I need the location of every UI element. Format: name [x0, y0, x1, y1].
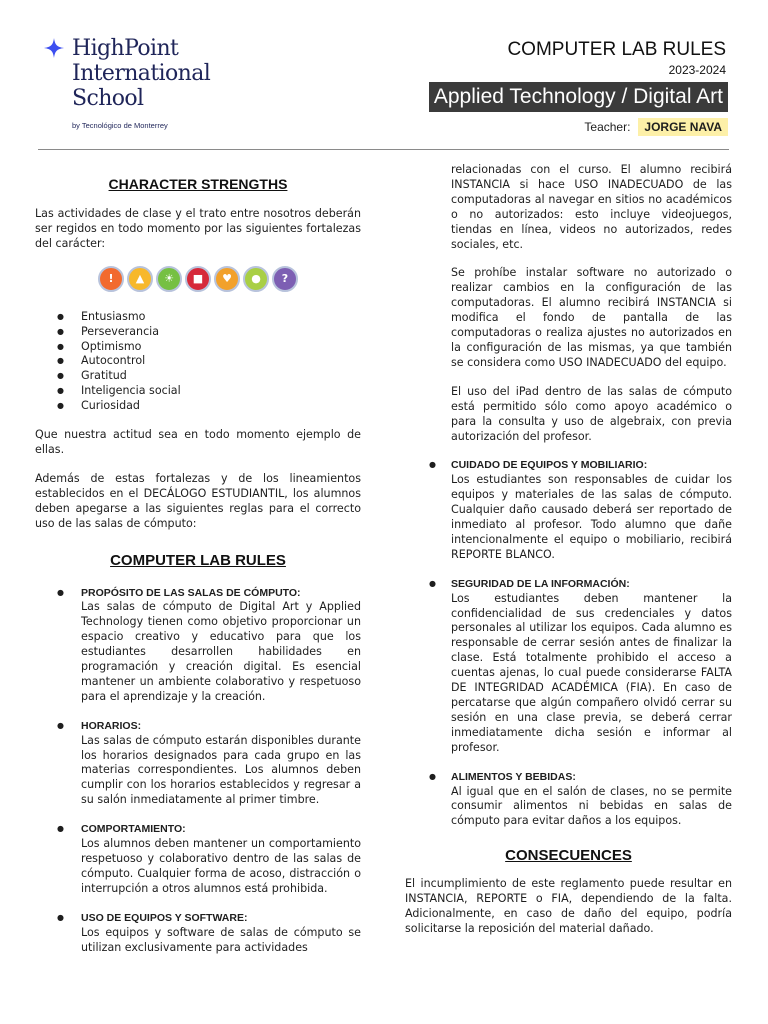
rule-item: [35, 822, 361, 897]
rule-text: Las salas de cómputo de Digital Art y Applied Technology tienen como objetivo proporcionar un espacio creativo y educativo para que los estudiantes desarrollen habilidades en programación y creación digital. Es esencial mantener un ambiente colaborativo y respetuoso para el aprendizaje y la creación.: [81, 600, 361, 703]
software-rule-continued: relacionadas con el curso. El alumno recibirá INSTANCIA si hace USO INADECUADO de las computadoras al navegar en sitios no académicos o no autorizados: esto incluye videojuegos, tiendas en línea, videos no autorizados, redes sociales, etc.: [451, 163, 732, 251]
list-item: ● Autocontrol: [35, 354, 361, 369]
software-install-rule: Se prohíbe instalar software no autorizado o realizar cambios en la configuración de las computadoras. El alumno recibirá INSTANCIA si modifica el fondo de pantalla de las computadoras o realiza ajustes no autorizados en la configuración de las mismas, ya que también se considera como USO INADECUADO del equipo.: [451, 266, 732, 369]
rule-heading: ● USO DE EQUIPOS Y SOFTWARE:: [81, 911, 248, 924]
school-year: 2023-2024: [668, 63, 726, 77]
rule-text: Las salas de cómputo estarán disponibles durante los horarios designados para cada grupo en las materias correspondientes. Los alumnos deben cumplir con los horarios establecidos y regresar a su salón inmediatamente al primer timbre.: [81, 733, 361, 807]
rule-heading: ● HORARIOS:: [81, 719, 142, 732]
character-strengths-title: CHARACTER STRENGTHS: [108, 176, 288, 192]
header-divider: [38, 149, 729, 150]
rules-list: [35, 586, 361, 956]
rule-text: Al igual que en el salón de clases, no se permite consumir alimentos ni bebidas en salas de cómputo para evitar daños a los equipos.: [451, 784, 732, 828]
rule-item: [405, 770, 732, 830]
school-byline: by Tecnológico de Monterrey: [72, 121, 168, 130]
subject-banner: Applied Technology / Digital Art: [429, 82, 728, 112]
character-intro: Las actividades de clase y el trato entre nosotros deberán ser regidos en todo momento por las siguientes fortalezas del carácter:: [35, 207, 361, 250]
teacher-label: Teacher:: [584, 120, 631, 134]
rule-item: [35, 586, 361, 705]
rule-heading: ● COMPORTAMIENTO:: [81, 823, 186, 836]
list-item: ● Curiosidad: [35, 399, 361, 414]
strength-badges: [35, 266, 361, 292]
rule-heading: ● PROPÓSITO DE LAS SALAS DE CÓMPUTO:: [81, 586, 301, 599]
rule-text: Los estudiantes deben mantener la confidencialidad de sus credenciales y datos personales al utilizar los equipos. Cada alumno es responsable de cerrar sesión antes de finalizar la clase. Está totalmente prohibido el acceso a cuentas ajenas, lo cual puede considerarse FALTA DE INTEGRIDAD ACADÉMICA (FIA). En caso de percatarse que algún compañero olvidó cerrar su sesión en una clase previa, se deberá cerrar inmediatamente dicha sesión e informar al profesor.: [451, 591, 732, 754]
rule-heading: ● ALIMENTOS Y BEBIDAS:: [451, 770, 576, 783]
consequences-title: CONSECUENCES: [505, 847, 632, 865]
right-column: [405, 163, 732, 937]
rule-item: [35, 719, 361, 808]
teacher-name: JORGE NAVA: [638, 118, 728, 136]
book-icon: ■: [185, 266, 211, 292]
character-closing: Que nuestra actitud sea en todo momento ejemplo de ellas.: [35, 428, 361, 456]
left-column: [35, 175, 361, 955]
sun-icon: ☀: [156, 266, 182, 292]
question-icon: ?: [272, 266, 298, 292]
rule-text: Los alumnos deben mantener un comportamiento respetuoso y colaborativo dentro de las salas de cómputo. Cualquier forma de acoso, distracción o interrupción a otros alumnos está prohibida.: [81, 837, 361, 895]
list-item: ● Entusiasmo: [35, 310, 361, 325]
exclamation-icon: !: [98, 266, 124, 292]
rule-item: [405, 577, 732, 756]
star-icon: [44, 38, 64, 58]
teacher-line: [584, 117, 728, 137]
computer-lab-rules-title: COMPUTER LAB RULES: [110, 551, 286, 569]
rule-item: [405, 458, 732, 562]
mountain-icon: ▲: [127, 266, 153, 292]
rule-heading: ● SEGURIDAD DE LA INFORMACIÓN:: [451, 577, 630, 590]
rules-list-continued: [405, 458, 732, 829]
rule-heading: ● CUIDADO DE EQUIPOS Y MOBILIARIO:: [451, 459, 648, 472]
list-item: ● Perseverancia: [35, 325, 361, 340]
list-item: ● Inteligencia social: [35, 384, 361, 399]
heart-icon: ♥: [214, 266, 240, 292]
list-item: ● Optimismo: [35, 340, 361, 355]
rule-text: Los estudiantes son responsables de cuidar los equipos y materiales de las salas de cómputo. Cualquier daño causado deberá ser reportado de inmediato al profesor. Todo alumno que dañe intencionalmente el equipo o mobiliario, recibirá REPORTE BLANCO.: [451, 473, 732, 561]
school-name: HighPoint International School: [72, 36, 211, 111]
ipad-rule: El uso del iPad dentro de las salas de cómputo está permitido sólo como apoyo académico o para la consulta y uso de algebraix, con previa autorización del profesor.: [451, 384, 732, 443]
rule-text: Los equipos y software de salas de cómputo se utilizan exclusivamente para actividades: [81, 925, 361, 954]
document-title: COMPUTER LAB RULES: [507, 39, 726, 60]
people-icon: ●: [243, 266, 269, 292]
strengths-list: [35, 310, 361, 414]
rule-item: [35, 911, 361, 956]
consequences-text: El incumplimiento de este reglamento puede resultar en INSTANCIA, REPORTE o FIA, dependiendo de la falta. Adicionalmente, en caso de daño del equipo, podría solicitarse la reposición del material dañado.: [405, 877, 732, 935]
list-item: ● Gratitud: [35, 369, 361, 384]
rules-transition: Además de estas fortalezas y de los lineamientos establecidos en el DECÁLOGO ESTUDIANTIL, los alumnos deben apegarse a las siguientes reglas para el correcto uso de las salas de cómputo:: [35, 471, 361, 530]
